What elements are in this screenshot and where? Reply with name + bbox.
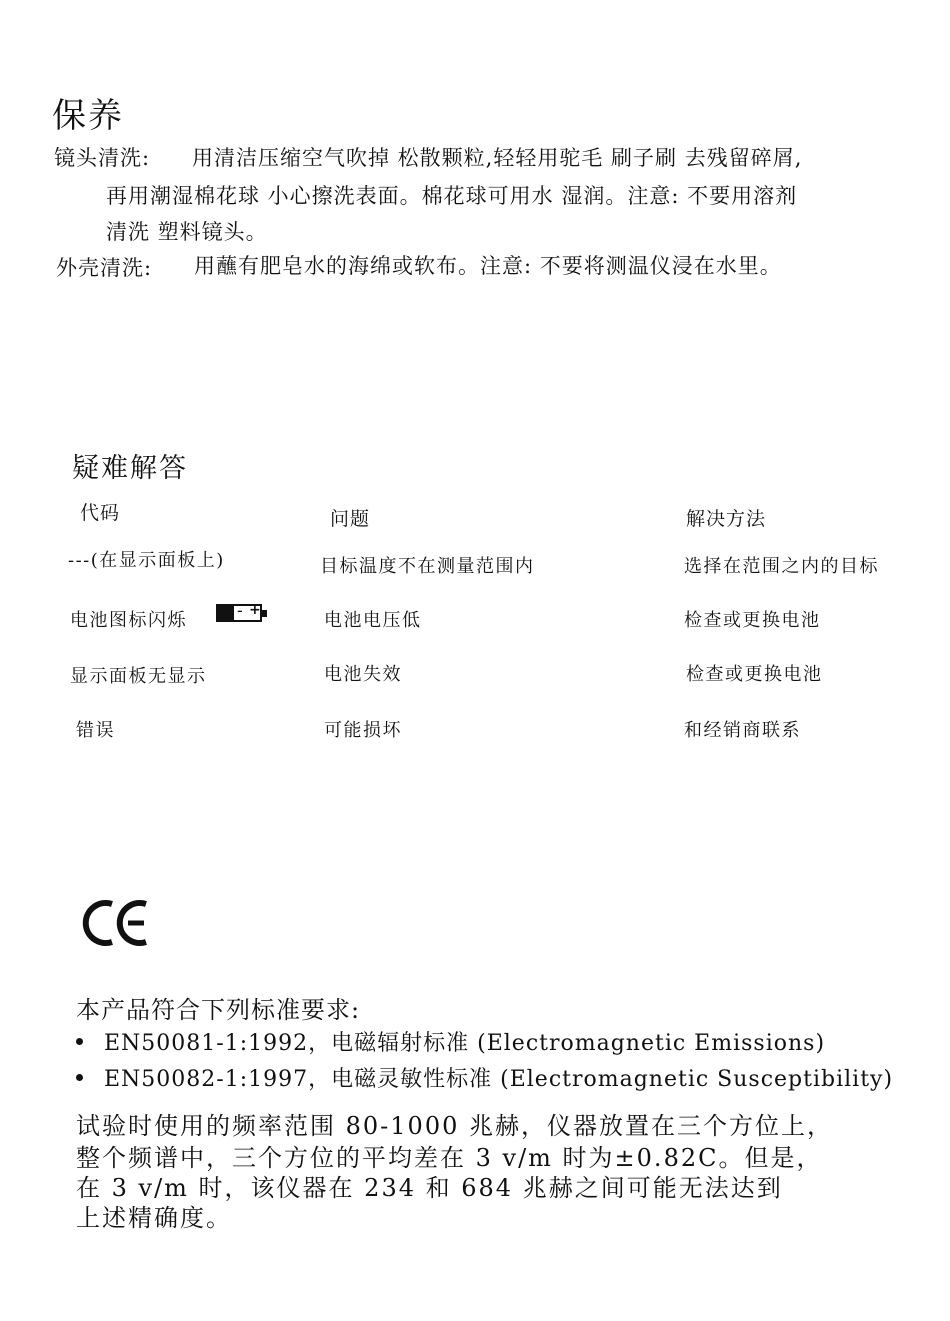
row-2-problem: 电池电压低 [324,610,422,631]
shell-cleaning-label: 外壳清洗: [56,256,153,280]
header-problem: 问题 [330,508,371,530]
test-paragraph-line-3: 在 3 v/m 时，该仪器在 234 和 684 兆赫之间可能无法达到 [76,1174,783,1202]
row-1-code: ---(在显示面板上) [68,550,225,571]
row-3-problem: 电池失效 [324,664,402,685]
row-4-problem: 可能损坏 [324,720,402,741]
bullet-2 [76,1074,83,1081]
bullet-1 [76,1038,83,1045]
test-paragraph-line-1: 试验时使用的频率范围 80-1000 兆赫，仪器放置在三个方位上， [76,1112,833,1140]
row-1-solution: 选择在范围之内的目标 [684,556,879,577]
row-1-problem: 目标温度不在测量范围内 [320,556,535,577]
troubleshooting-title: 疑难解答 [72,453,188,484]
row-4-code: 错误 [76,720,115,741]
row-2-solution: 检查或更换电池 [684,610,821,631]
standard-susceptibility: EN50082-1:1997，电磁灵敏性标准 (Electromagnetic Susceptibility) [104,1067,894,1092]
header-solution: 解决方法 [686,508,767,530]
lens-cleaning-label: 镜头清洗: [54,146,151,170]
test-paragraph-line-4: 上述精确度。 [76,1204,232,1232]
lens-cleaning-line-1: 用清洁压缩空气吹掉 松散颗粒,轻轻用驼毛 刷子刷 去残留碎屑, [192,146,803,170]
lens-cleaning-line-3: 清洗 塑料镜头。 [106,220,268,244]
row-4-solution: 和经销商联系 [684,720,801,741]
row-3-code: 显示面板无显示 [70,666,207,687]
maintenance-title: 保养 [52,96,124,136]
compliance-intro: 本产品符合下列标准要求: [76,996,361,1024]
row-3-solution: 检查或更换电池 [686,664,823,685]
ce-mark-label [82,898,152,948]
test-paragraph-line-2: 整个频谱中，三个方位的平均差在 3 v/m 时为±0.82C。但是， [76,1144,823,1172]
standard-emissions: EN50081-1:1992，电磁辐射标准 (Electromagnetic Emissions) [104,1031,826,1056]
shell-cleaning-line-1: 用蘸有肥皂水的海绵或软布。注意: 不要将测温仪浸在水里。 [194,254,782,278]
row-2-code: 电池图标闪烁 [70,610,187,631]
header-code: 代码 [80,502,121,524]
battery-icon: - + [216,604,262,622]
lens-cleaning-line-2: 再用潮湿棉花球 小心擦洗表面。棉花球可用水 湿润。注意: 不要用溶剂 [106,184,798,208]
